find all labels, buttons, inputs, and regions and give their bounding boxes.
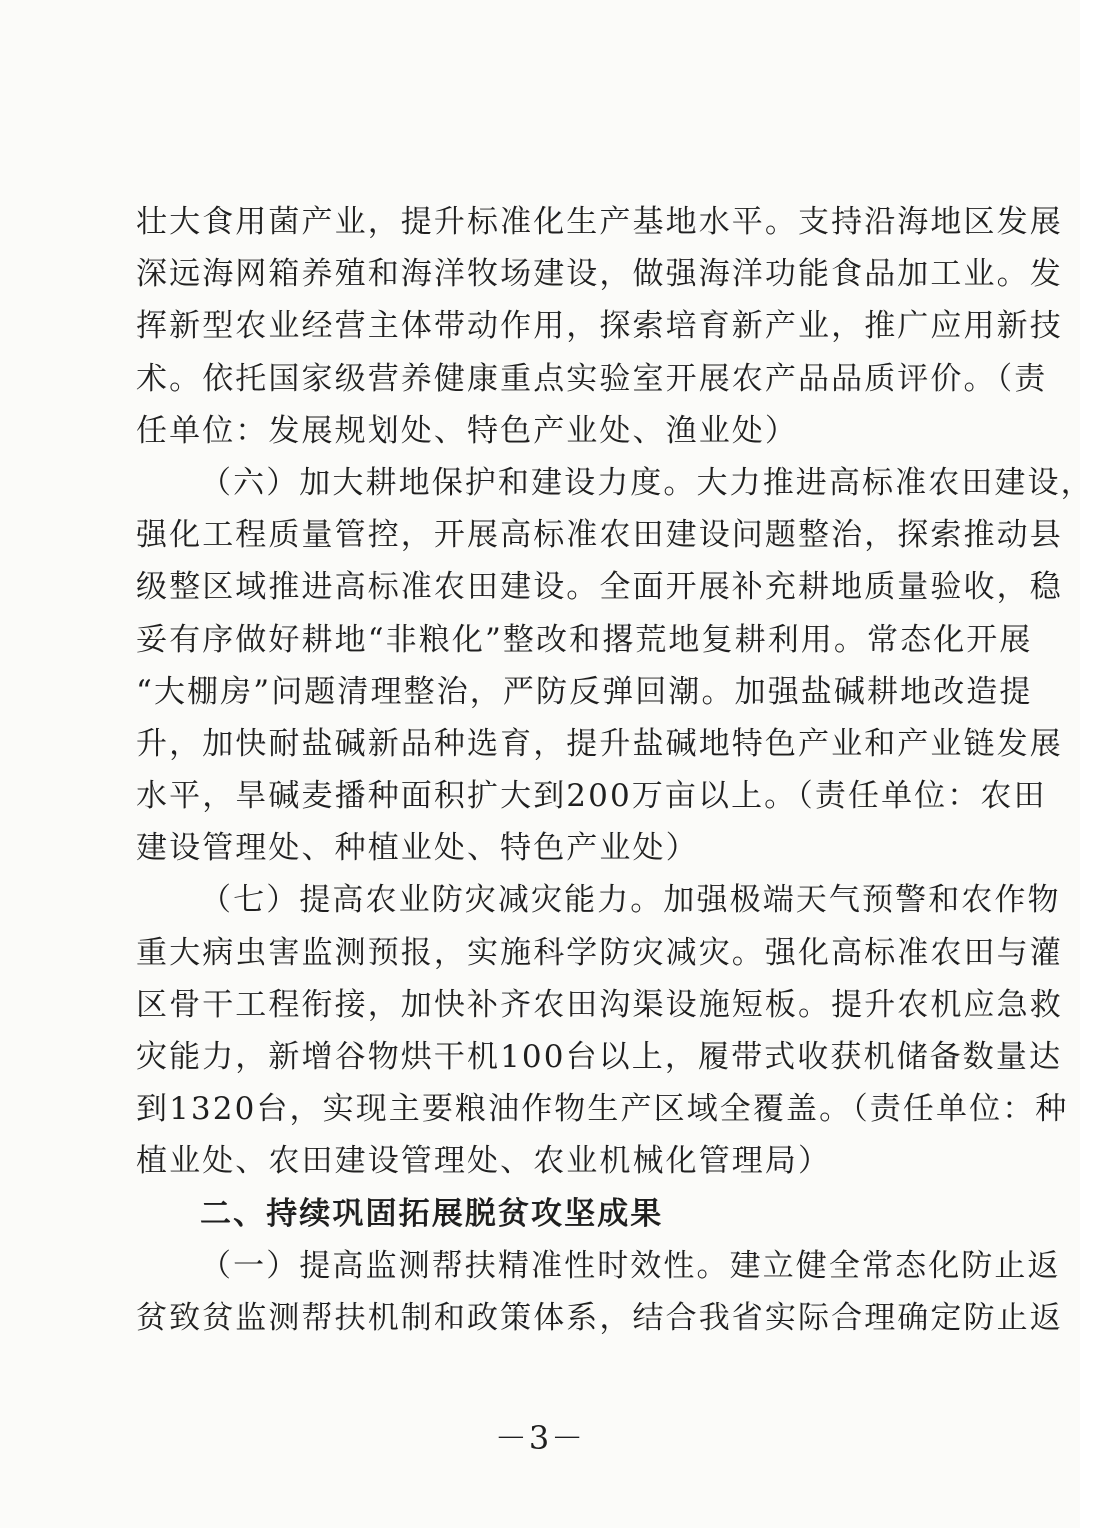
paragraph-line: 任单位：发展规划处、特色产业处、渔业处） bbox=[136, 412, 798, 449]
paragraph-line: “大棚房”问题清理整治，严防反弹回潮。加强盐碱耕地改造提 bbox=[136, 673, 1033, 710]
page-number: －3－ bbox=[494, 1419, 586, 1457]
paragraph-line: 贫致贫监测帮扶机制和政策体系，结合我省实际合理确定防止返 bbox=[136, 1299, 1063, 1336]
document-body bbox=[136, 196, 1094, 1344]
paragraph-line: 挥新型农业经营主体带动作用，探索培育新产业，推广应用新技 bbox=[136, 308, 1063, 345]
paragraph-line: 深远海网箱养殖和海洋牧场建设，做强海洋功能食品加工业。发 bbox=[136, 256, 1063, 293]
paragraph-line: 建设管理处、种植业处、特色产业处） bbox=[136, 830, 699, 867]
paragraph-line: （七）提高农业防灾减灾能力。加强极端天气预警和农作物 bbox=[200, 882, 1061, 919]
paragraph-line: 植业处、农田建设管理处、农业机械化管理局） bbox=[136, 1143, 832, 1180]
paragraph-line: 重大病虫害监测预报，实施科学防灾减灾。强化高标准农田与灌 bbox=[136, 934, 1063, 971]
paragraph-line: 水平，旱碱麦播种面积扩大到200万亩以上。（责任单位：农田 bbox=[136, 778, 1047, 815]
paragraph-line: 区骨干工程衔接，加快补齐农田沟渠设施短板。提升农机应急救 bbox=[136, 986, 1063, 1023]
paragraph-line: 壮大食用菌产业，提升标准化生产基地水平。支持沿海地区发展 bbox=[136, 204, 1063, 240]
paragraph-line: 强化工程质量管控，开展高标准农田建设问题整治，探索推动县 bbox=[136, 517, 1063, 554]
paragraph-line: 妥有序做好耕地“非粮化”整改和撂荒地复耕利用。常态化开展 bbox=[136, 621, 1033, 658]
paragraph-line: 升，加快耐盐碱新品种选育，提升盐碱地特色产业和产业链发展 bbox=[136, 725, 1063, 762]
paragraph-line: （一）提高监测帮扶精准性时效性。建立健全常态化防止返 bbox=[200, 1247, 1061, 1284]
paragraph-line: 术。依托国家级营养健康重点实验室开展农产品品质评价。（责 bbox=[136, 360, 1048, 397]
paragraph-line: 灾能力，新增谷物烘干机100台以上，履带式收获机储备数量达 bbox=[136, 1039, 1063, 1075]
paragraph-line: 到1320台，实现主要粮油作物生产区域全覆盖。（责任单位：种 bbox=[136, 1091, 1069, 1128]
section-heading: 二、持续巩固拓展脱贫攻坚成果 bbox=[200, 1195, 664, 1232]
paragraph-line: （六）加大耕地保护和建设力度。大力推进高标准农田建设， bbox=[200, 464, 1094, 501]
paragraph-line: 级整区域推进高标准农田建设。全面开展补充耕地质量验收，稳 bbox=[136, 569, 1063, 606]
